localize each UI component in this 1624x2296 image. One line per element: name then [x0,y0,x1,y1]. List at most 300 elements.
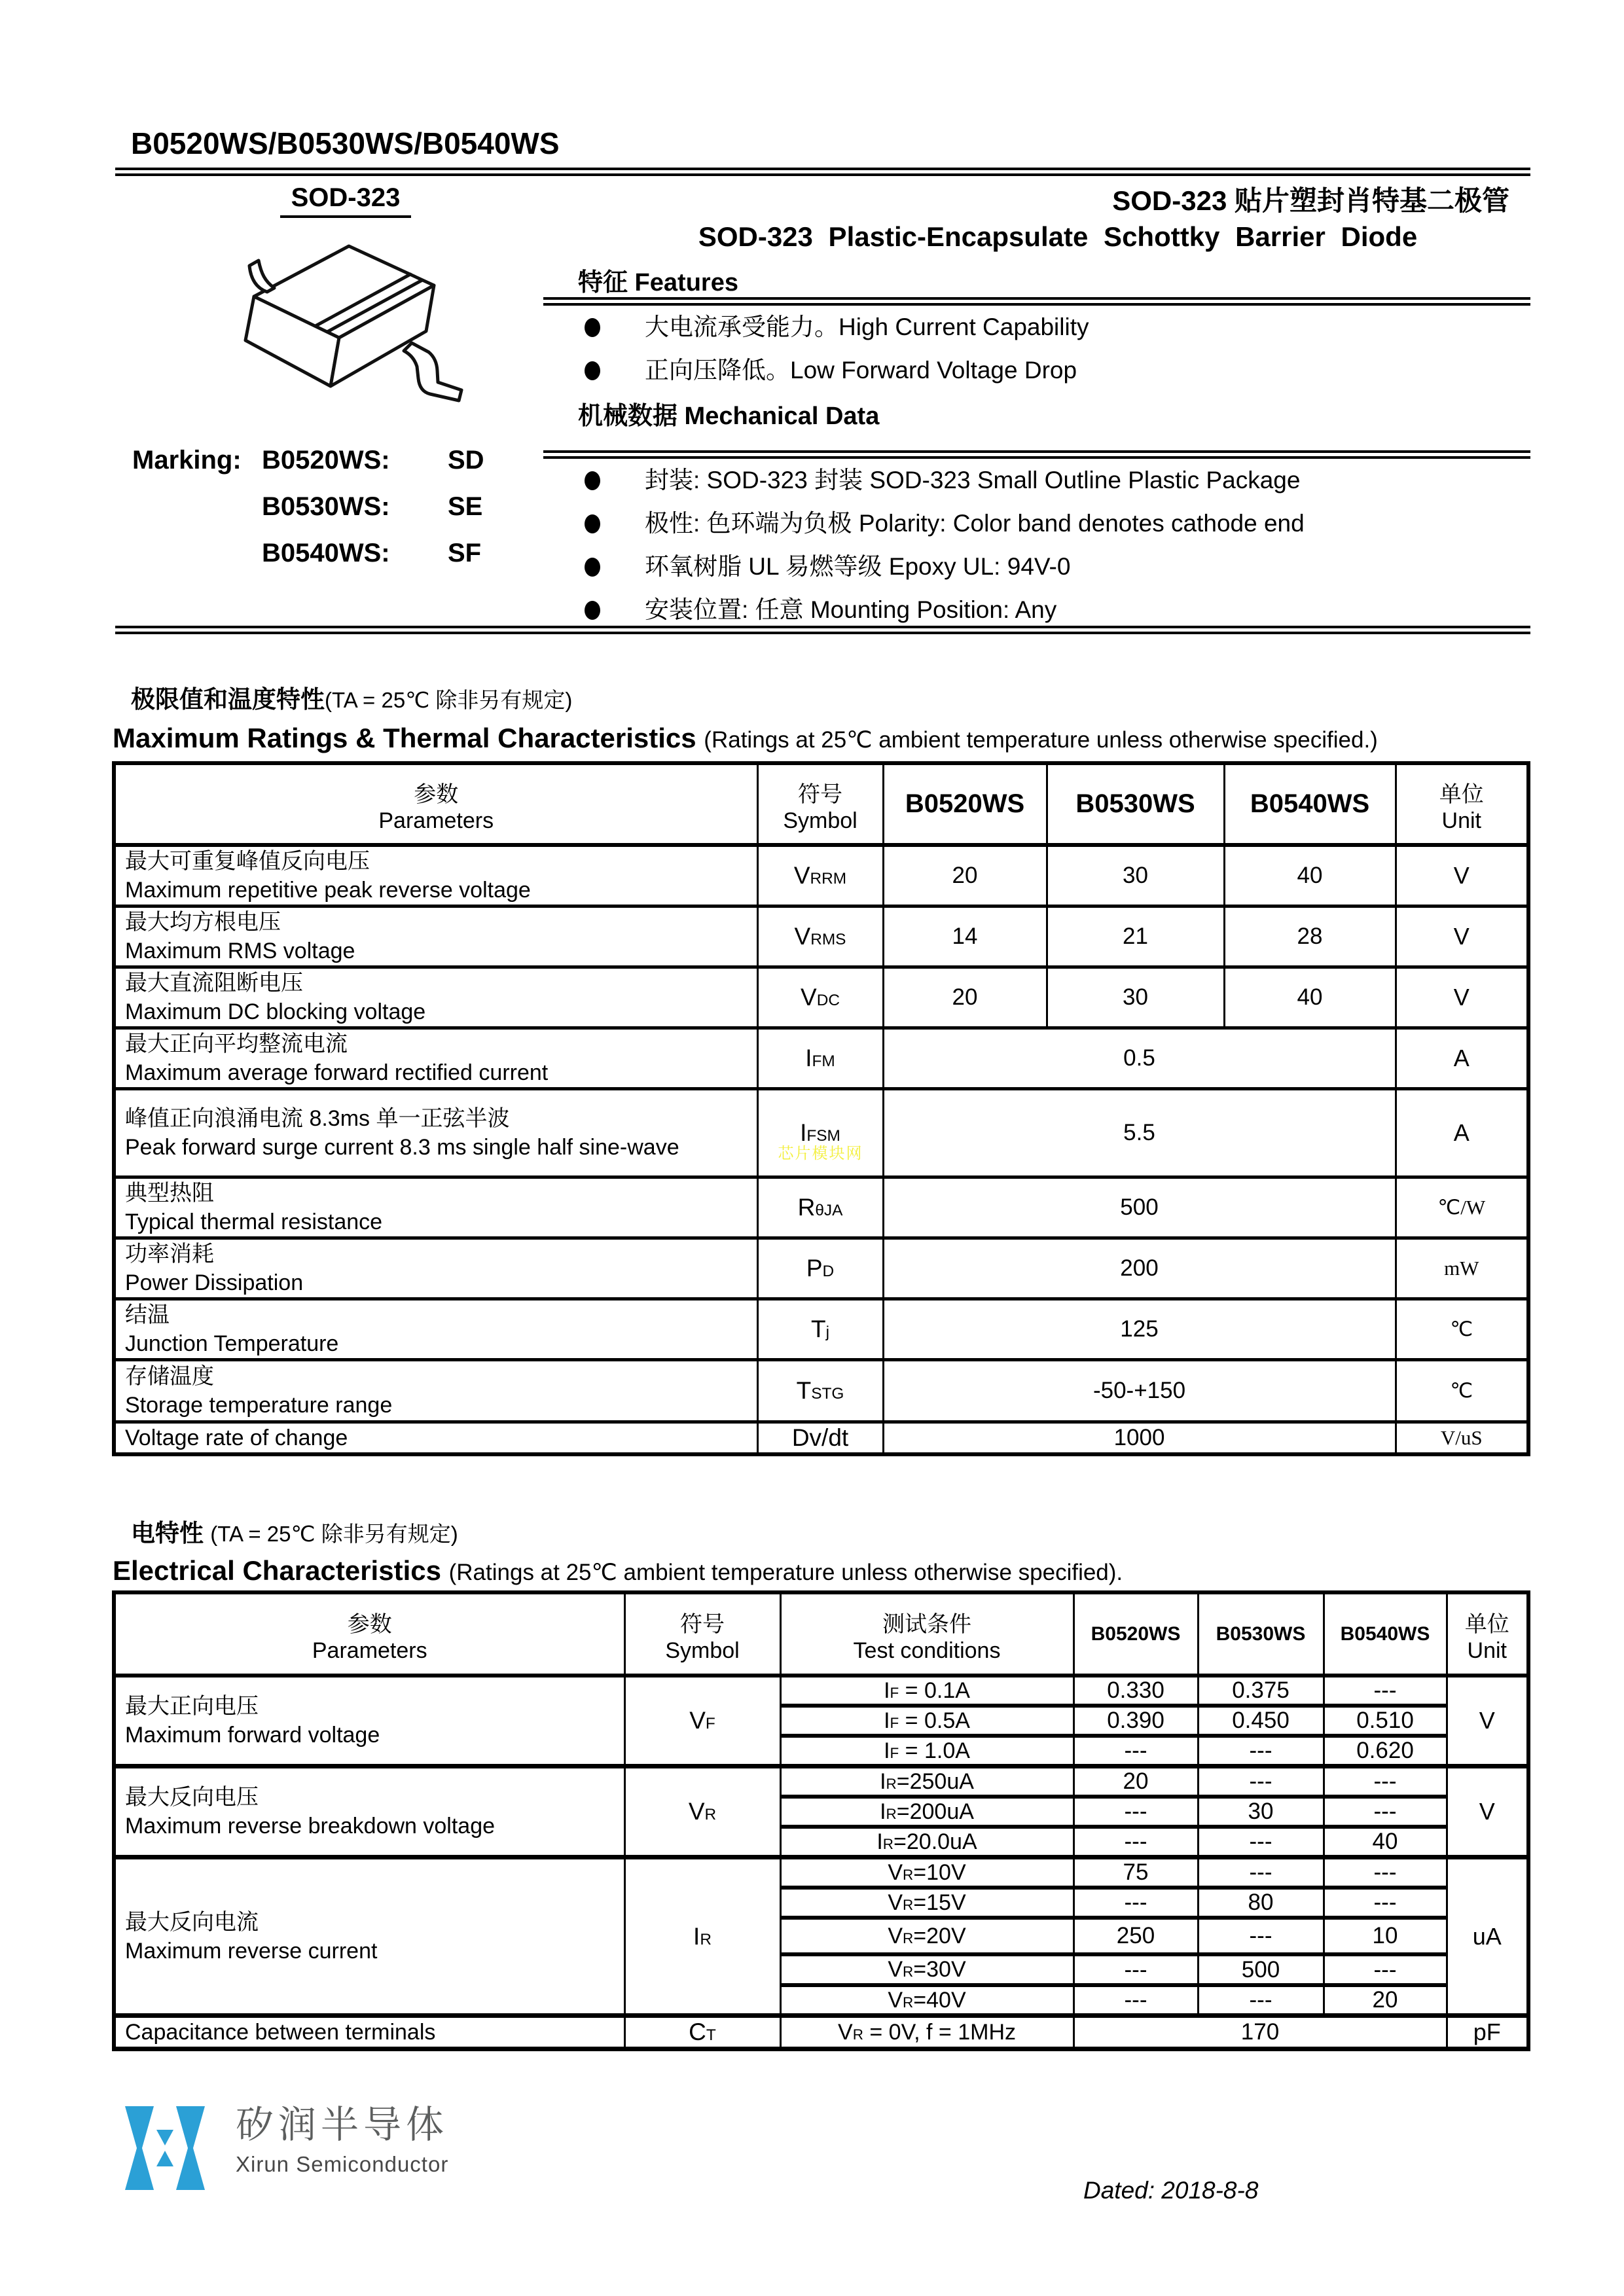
marking-model: B0520WS: [262,446,390,475]
header-label-zh: 参数 [414,781,459,807]
unit-cell: ℃/W [1396,1177,1528,1238]
t1-row [114,1299,1528,1360]
symbol-part: =20V [913,1923,966,1948]
header-label-en: Unit [1467,1638,1507,1663]
symbol-small-part: R [903,1964,914,1980]
value-cell: 40 [1324,1827,1447,1857]
unit-cell: ℃ [1396,1360,1528,1422]
symbol-part: =20.0uA [893,1829,977,1854]
parameter-cell [114,1299,757,1360]
symbol-part: V [793,862,810,889]
header-cell-stack [116,1596,624,1673]
parameter-cell [114,1360,757,1422]
symbol-cell [757,1177,883,1238]
parameter-en: Maximum DC blocking voltage [125,999,426,1024]
symbol-small-part: F [890,1714,899,1731]
bullet-text: 封装: SOD-323 封装 SOD-323 Small Outline Plastic Package [645,467,1301,493]
symbol-small-part: T [706,2026,716,2044]
symbol-part: V [689,1707,706,1734]
parameter-zh: 最大反向电压 [125,1785,259,1810]
symbol-part: V [888,1923,903,1948]
value-cell: --- [1074,1736,1198,1767]
parameter-en: Voltage rate of change [125,1426,348,1450]
model-header-cell [1074,1592,1198,1676]
value-cell: --- [1074,1797,1198,1827]
symbol-cell [757,1299,883,1360]
value-cell: --- [1198,1827,1324,1857]
symbol-part: = 1.0A [899,1738,970,1763]
symbol-small-part: D [822,1263,835,1280]
parameter-cell [114,1238,757,1299]
symbol-small-part: R [903,1929,914,1946]
features-list [585,314,1089,401]
table-header-cell [114,1592,624,1676]
t2-row [114,1676,1528,1706]
parameter-zh: 最大可重复峰值反向电压 [125,849,370,874]
electrical-table-element [112,1590,1530,2051]
table-header-cell [757,763,883,845]
value-cell: 30 [1047,967,1224,1028]
value-cell: 0.510 [1324,1706,1447,1736]
value-cell: --- [1324,1767,1447,1797]
value-cell: 30 [1198,1797,1324,1827]
symbol-small-part: RMS [810,931,846,948]
max-ratings-heading-zh-main: 极限值和温度特性 [131,686,325,713]
parameter-cell [114,1028,757,1089]
symbol-part: I [884,1677,890,1703]
symbol-small-part: R [882,1835,894,1852]
value-cell: 80 [1198,1888,1324,1918]
header-label-en: Parameters [312,1638,427,1663]
symbol-part: V [888,1859,903,1885]
symbol-part: P [806,1255,823,1282]
marking-block [132,437,484,577]
unit-cell: V [1447,1767,1528,1857]
header-cell-stack [116,766,757,843]
symbol-part: = 0.5A [899,1708,970,1733]
symbol-part: = 0V, f = 1MHz [863,2019,1016,2045]
value-cell: 125 [883,1299,1396,1360]
model-header-cell [1324,1592,1447,1676]
mechanical-heading: 机械数据 Mechanical Data [578,403,880,430]
parameter-en: Storage temperature range [125,1393,393,1418]
marking-model: B0540WS: [262,539,390,567]
feature-item [585,357,1089,384]
t2-row [114,1767,1528,1797]
bullet-icon [585,514,600,533]
value-cell: 28 [1224,906,1396,967]
electrical-heading-zh-main: 电特性 [131,1520,211,1547]
model-name: B0540WS [1250,789,1370,818]
table-header-cell [114,763,757,845]
bullet-icon [585,318,600,337]
parameter-en: Maximum reverse current [125,1938,378,1964]
symbol-cell [757,1028,883,1089]
value-cell: 0.5 [883,1028,1396,1089]
parameter-en: Power Dissipation [125,1270,304,1295]
page-title: B0520WS/B0530WS/B0540WS [131,126,560,160]
value-cell: --- [1074,1888,1198,1918]
t1-body [114,845,1528,1454]
test-condition-cell [780,1857,1074,1888]
value-cell: 10 [1324,1918,1447,1954]
parameter-en: Peak forward surge current 8.3 ms single half sine-wave [125,1135,679,1160]
parameter-cell [114,1089,757,1177]
symbol-small-part: F [890,1684,899,1701]
parameter-cell [114,1676,624,1767]
value-cell: 20 [1324,1985,1447,2016]
parameter-cell [114,967,757,1028]
unit-cell: A [1396,1089,1528,1177]
t2-header-row [114,1592,1528,1676]
header-label-zh: 符号 [680,1611,725,1637]
header-label-zh: 单位 [1464,1611,1509,1637]
section-divider [115,626,1530,634]
test-condition-cell [780,1797,1074,1827]
xirun-logo-icon [123,2104,207,2193]
symbol-cell [757,845,883,906]
parameter-cell [114,2016,624,2049]
value-cell: 250 [1074,1918,1198,1954]
symbol-cell [757,1360,883,1422]
bullet-text: 正向压降低。Low Forward Voltage Drop [645,357,1077,384]
header-cell-stack [626,1596,780,1673]
symbol-small-part: F [705,1715,715,1732]
table-header-cell [624,1592,780,1676]
parameter-zh: 最大正向平均整流电流 [125,1031,348,1056]
table-header-cell [1447,1592,1528,1676]
unit-cell: V/uS [1396,1422,1528,1455]
symbol-part: V [801,984,817,1011]
t1-row [114,845,1528,906]
symbol-cell [624,2016,780,2049]
parameter-zh: 最大直流阻断电压 [125,971,303,996]
value-cell: --- [1198,1918,1324,1954]
t2-row [114,1857,1528,1888]
value-cell: -50-+150 [883,1360,1396,1422]
value-cell: 500 [1198,1954,1324,1985]
symbol-part: =15V [913,1890,966,1915]
bullet-text: 极性: 色环端为负极 Polarity: Color band denotes cathode end [645,510,1305,537]
test-condition-cell [780,1676,1074,1706]
max-ratings-heading-en-main: Maximum Ratings & Thermal Characteristics [113,723,704,753]
t1-row [114,967,1528,1028]
bullet-icon [585,471,600,490]
value-cell: --- [1324,1857,1447,1888]
max-ratings-table-element [112,761,1530,1456]
symbol-small-part: R [903,1896,914,1913]
header-label-zh: 单位 [1439,781,1484,807]
header-label-en: Test conditions [853,1638,1001,1663]
symbol-part: Dv/dt [791,1424,849,1451]
value-cell: 0.330 [1074,1676,1198,1706]
header-label-en: Unit [1441,808,1481,833]
symbol-small-part: θJA [815,1202,843,1219]
symbol-cell [757,1238,883,1299]
value-cell: 21 [1047,906,1224,967]
header-label-zh: 参数 [347,1611,392,1637]
symbol-part: V [888,1890,903,1915]
symbol-small-part: R [903,1994,914,2011]
value-cell: 20 [883,845,1047,906]
value-cell: 14 [883,906,1047,967]
symbol-part: I [693,1922,700,1950]
symbol-cell [624,1676,780,1767]
symbol-small-part: j [825,1323,830,1341]
symbol-part: =10V [913,1859,966,1885]
symbol-small-part: RRM [810,870,847,888]
test-condition-cell [780,1827,1074,1857]
value-cell: 5.5 [883,1089,1396,1177]
marking-row [132,530,484,577]
test-condition-cell [780,1918,1074,1954]
t2-head [114,1592,1528,1676]
header-cell-stack [1448,1596,1527,1673]
symbol-part: V [794,923,811,950]
parameter-zh: 最大正向电压 [125,1694,259,1719]
value-cell: 170 [1074,2016,1447,2049]
value-cell: --- [1198,1857,1324,1888]
symbol-part: I [805,1045,812,1071]
parameter-en: Capacitance between terminals [125,2020,436,2045]
t1-head [114,763,1528,845]
parameter-cell [114,906,757,967]
t1-row [114,1177,1528,1238]
symbol-part: V [688,1798,705,1825]
symbol-cell [757,967,883,1028]
max-ratings-table [112,761,1526,1456]
header-cell-stack [1397,766,1527,843]
test-condition-cell [780,1888,1074,1918]
symbol-small-part: FM [812,1052,835,1070]
value-cell: 1000 [883,1422,1396,1455]
parameter-en: Typical thermal resistance [125,1210,383,1234]
electrical-heading-zh [131,1513,458,1549]
unit-cell: pF [1447,2016,1528,2049]
symbol-small-part: F [890,1744,899,1761]
model-name: B0530WS [1075,789,1195,818]
model-header-cell [1198,1592,1324,1676]
test-condition-cell [780,1985,1074,2016]
t1-row [114,906,1528,967]
test-condition-cell [780,1767,1074,1797]
symbol-part: R [797,1194,816,1221]
symbol-part: =250uA [896,1768,974,1794]
bullet-icon [585,558,600,577]
header-label-zh: 符号 [798,781,842,807]
header-label-zh: 测试条件 [882,1611,971,1637]
t1-row [114,1028,1528,1089]
max-ratings-heading-zh-paren: (TA = 25℃ 除非另有规定) [325,688,573,712]
bullet-text: 大电流承受能力。High Current Capability [645,314,1089,340]
max-ratings-heading-en [113,723,1378,754]
parameter-cell [114,1177,757,1238]
value-cell: --- [1324,1888,1447,1918]
bullet-icon [585,601,600,620]
unit-cell: V [1396,906,1528,967]
t1-row [114,1422,1528,1455]
value-cell: --- [1198,1736,1324,1767]
unit-cell: uA [1447,1857,1528,2016]
title-chinese: SOD-323 贴片塑封肖特基二极管 [1112,185,1509,216]
max-ratings-heading-zh [131,679,572,715]
test-condition-cell [780,2016,1074,2049]
parameter-cell [114,1857,624,2016]
marking-code: SD [448,446,484,475]
value-cell: --- [1074,1954,1198,1985]
unit-cell: A [1396,1028,1528,1089]
mechanical-divider [543,450,1530,459]
dated-text: Dated: 2018-8-8 [1083,2177,1259,2204]
title-english: SOD-323 Plastic-Encapsulate Schottky Barrier Diode [698,221,1418,252]
symbol-part: =30V [913,1957,966,1982]
symbol-part: I [884,1738,890,1763]
symbol-small-part: DC [816,992,840,1009]
symbol-small-part: FSM [806,1127,840,1145]
symbol-part: I [880,1768,886,1794]
model-name: B0520WS [1091,1623,1181,1645]
symbol-part: V [888,1957,903,1982]
unit-cell: V [1396,967,1528,1028]
symbol-part: T [810,1316,826,1342]
parameter-en: Maximum RMS voltage [125,939,355,963]
t1-row [114,1238,1528,1299]
parameter-zh: 结温 [125,1302,170,1327]
marking-code: SE [448,492,483,521]
marking-row [132,484,484,530]
unit-cell: ℃ [1396,1299,1528,1360]
model-header-cell [883,763,1047,845]
model-name: B0540WS [1340,1623,1430,1645]
marking-row [132,437,484,484]
value-cell: 40 [1224,845,1396,906]
symbol-small-part: R [700,1930,712,1948]
features-divider [543,297,1530,306]
header-divider [115,168,1530,176]
package-name: SOD-323 [280,183,411,218]
value-cell: 30 [1047,845,1224,906]
value-cell: 20 [1074,1767,1198,1797]
parameter-zh: 功率消耗 [125,1242,214,1266]
symbol-part: I [884,1708,890,1733]
mechanical-list [585,467,1305,640]
mechanical-item [585,597,1305,623]
symbol-part: I [800,1119,807,1146]
electrical-heading-en [113,1555,1123,1587]
value-cell: 0.450 [1198,1706,1324,1736]
symbol-part: =200uA [896,1799,974,1824]
symbol-part: I [876,1829,883,1854]
parameter-zh: 最大反向电流 [125,1909,259,1935]
symbol-part: V [888,1987,903,2013]
value-cell: --- [1324,1954,1447,1985]
parameter-cell [114,1767,624,1857]
logo-text-block [236,2104,448,2177]
header-label-en: Symbol [665,1638,740,1663]
symbol-part: C [689,2018,706,2045]
watermark-text: 芯片模块网 [778,1145,863,1162]
symbol-small-part: R [852,2026,863,2043]
value-cell: --- [1198,1767,1324,1797]
electrical-heading-en-main: Electrical Characteristics [113,1555,449,1586]
value-cell: --- [1074,1827,1198,1857]
unit-cell: V [1447,1676,1528,1767]
bullet-icon [585,361,600,380]
parameter-zh: 存储温度 [125,1364,214,1389]
max-ratings-heading-en-paren: (Ratings at 25℃ ambient temperature unless otherwise specified.) [704,727,1378,753]
symbol-cell [757,1422,883,1455]
t2-row [114,2016,1528,2049]
symbol-part: =40V [913,1987,966,2013]
value-cell: --- [1074,1985,1198,2016]
parameter-cell [114,845,757,906]
parameter-zh: 最大均方根电压 [125,910,281,935]
features-heading: 特征 Features [578,269,738,296]
test-condition-cell [780,1954,1074,1985]
parameter-zh: 典型热阻 [125,1181,214,1206]
value-cell: --- [1198,1985,1324,2016]
parameter-zh: 峰值正向浪涌电流 8.3ms 单一正弦半波 [125,1106,510,1131]
test-condition-cell [780,1736,1074,1767]
symbol-part: = 0.1A [899,1677,970,1703]
parameter-cell [114,1422,757,1455]
symbol-cell [757,1089,883,1177]
test-condition-cell [780,1706,1074,1736]
value-cell: 75 [1074,1857,1198,1888]
parameter-en: Maximum repetitive peak reverse voltage [125,878,531,903]
package-outline-drawing-icon [218,228,470,421]
bullet-text: 安装位置: 任意 Mounting Position: Any [645,596,1057,623]
table-header-cell [1396,763,1528,845]
value-cell: --- [1324,1797,1447,1827]
parameter-en: Maximum average forward rectified current [125,1060,549,1085]
header-cell-stack [782,1596,1073,1673]
value-cell: 0.375 [1198,1676,1324,1706]
mechanical-item [585,467,1305,493]
header-cell-stack [759,766,882,843]
t1-header-row [114,763,1528,845]
parameter-en: Maximum reverse breakdown voltage [125,1814,496,1839]
value-cell: 20 [883,967,1047,1028]
symbol-small-part: R [886,1775,897,1792]
symbol-cell [624,1857,780,2016]
symbol-part: V [838,2019,853,2045]
model-name: B0530WS [1216,1623,1306,1645]
marking-label: Marking: [132,446,242,475]
bullet-text: 环氧树脂 UL 易燃等级 Epoxy UL: 94V-0 [645,553,1071,580]
feature-item [585,314,1089,340]
mechanical-item [585,554,1305,580]
parameter-en: Junction Temperature [125,1331,339,1356]
value-cell: 40 [1224,967,1396,1028]
footer-logo [123,2104,448,2193]
t1-row [114,1360,1528,1422]
mechanical-item [585,511,1305,537]
value-cell: 200 [883,1238,1396,1299]
header-label-en: Parameters [378,808,494,833]
value-cell: 0.390 [1074,1706,1198,1736]
unit-cell: mW [1396,1238,1528,1299]
model-name: B0520WS [905,789,1025,818]
electrical-table [112,1590,1526,2051]
t1-row [114,1089,1528,1177]
marking-model: B0530WS: [262,492,390,521]
model-header-cell [1047,763,1224,845]
marking-code: SF [448,539,482,567]
unit-cell: V [1396,845,1528,906]
symbol-cell [757,906,883,967]
electrical-heading-zh-paren: (TA = 25℃ 除非另有规定) [210,1522,458,1546]
